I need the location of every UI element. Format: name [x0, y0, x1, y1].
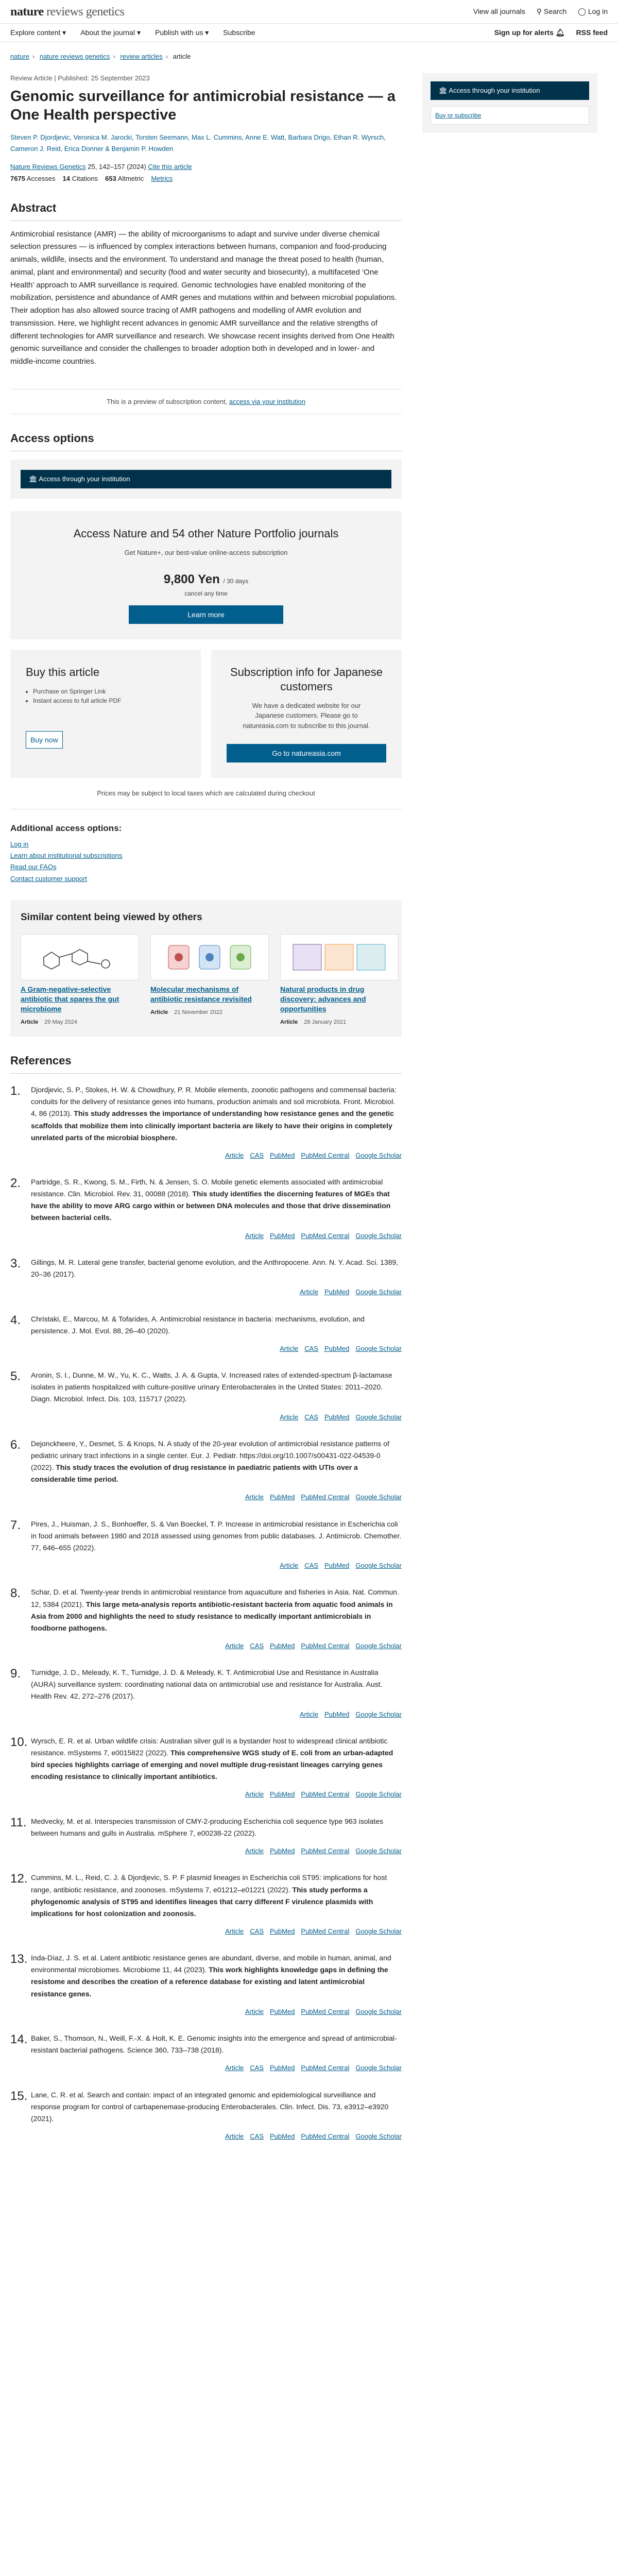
similar-content — [10, 900, 402, 1037]
nav-explore-content[interactable]: Explore content ▾ — [10, 28, 66, 37]
reference-body — [31, 1872, 402, 1937]
reference-link-pubmed-central[interactable]: PubMed Central — [301, 1231, 350, 1240]
reference-item — [10, 1735, 402, 1800]
card-thumbnail — [280, 934, 399, 980]
reference-number: 11. — [10, 1815, 27, 1829]
reference-links — [31, 2006, 402, 2017]
reference-link-pubmed[interactable]: PubMed — [270, 2064, 295, 2072]
reference-item — [10, 1176, 402, 1241]
access-options-heading: Access options — [10, 430, 402, 451]
sidebar-access-institution-button[interactable]: 🏛︎ Access through your institution — [431, 81, 589, 100]
logo-sub: reviews genetics — [46, 5, 125, 19]
reference-link-pubmed[interactable]: PubMed — [324, 1562, 350, 1570]
reference-number: 7. — [10, 1518, 21, 1532]
reference-text: Inda-Díaz, J. S. et al. Latent antibiotic resistance genes are abundant, diverse, and mobile in human, animal, and environmental microbiomes. Microbiome 11, 44 (2023). — [31, 1954, 391, 1974]
similar-cards — [21, 934, 391, 1026]
similar-card-meta — [280, 1018, 399, 1027]
reference-link-pubmed[interactable]: PubMed — [324, 1288, 350, 1296]
reference-body — [31, 1735, 402, 1800]
reference-annotation: This large meta-analysis reports antibiotic-resistant bacteria from aquatic food animals in Asia from 2000 and highlights the need to study resistance to medically important antimicrobials in foodborne pathogens. — [31, 1600, 393, 1632]
reference-link-cas[interactable]: CAS — [250, 2064, 264, 2072]
reference-link-article[interactable]: Article — [225, 1151, 244, 1159]
reference-body — [31, 2089, 402, 2142]
subscription-description: Get Nature+, our best-value online-access subscription — [124, 549, 288, 557]
reference-body — [31, 1438, 402, 1503]
metrics-link[interactable]: Metrics — [151, 175, 173, 183]
reference-link-google-scholar[interactable]: Google Scholar — [355, 1710, 402, 1718]
reference-number: 12. — [10, 1872, 28, 1886]
reference-number: 10. — [10, 1735, 28, 1750]
reference-link-google-scholar[interactable]: Google Scholar — [355, 2007, 402, 2015]
view-all-journals-link[interactable]: View all journals — [473, 7, 525, 15]
reference-link-article[interactable]: Article — [225, 1641, 244, 1650]
institution-icon: 🏛︎ — [29, 475, 39, 483]
molecule-thumbnail-icon — [28, 939, 131, 975]
reference-link-pubmed[interactable]: PubMed — [270, 1641, 295, 1650]
reference-links — [31, 1286, 402, 1297]
reference-text: Pires, J., Huisman, J. S., Bonhoeffer, S. & Van Boeckel, T. P. Increase in antimicrobial resistance in Escherichia coli in food animals between 1980 and 2018 assessed using genomes from public databases. J. Antimicrob. Chemother. 77, 646–655 (2022). — [31, 1519, 402, 1552]
reference-number: 8. — [10, 1586, 21, 1601]
institution-access-box — [10, 460, 402, 499]
journal-citation — [10, 162, 402, 172]
reference-item — [10, 1257, 402, 1298]
reference-link-google-scholar[interactable]: Google Scholar — [355, 1344, 402, 1352]
breadcrumb-journal[interactable]: nature reviews genetics — [39, 53, 110, 60]
learn-more-button[interactable]: Learn more — [129, 605, 283, 624]
reference-link-article[interactable]: Article — [225, 2132, 244, 2140]
reference-item — [10, 2032, 402, 2074]
logo-main: nature — [10, 5, 44, 19]
citation-volume: 25, 142–157 (2024) — [88, 162, 146, 171]
article-title: Genomic surveillance for antimicrobial resistance — a One Health perspective — [10, 88, 396, 124]
card-type: Article — [150, 1009, 168, 1015]
reference-number: 15. — [10, 2089, 28, 2103]
sidebar-access-box — [422, 73, 597, 133]
similar-card[interactable] — [21, 934, 139, 1026]
reference-body — [31, 1952, 402, 2017]
reference-link-cas[interactable]: CAS — [304, 1344, 318, 1352]
reference-item — [10, 2089, 402, 2142]
reference-number: 14. — [10, 2032, 28, 2047]
reference-link-article[interactable]: Article — [280, 1413, 299, 1421]
reference-link-pubmed-central[interactable]: PubMed Central — [301, 1847, 350, 1855]
header-actions — [473, 6, 608, 17]
cite-this-article-link[interactable]: Cite this article — [148, 162, 192, 171]
similar-card-meta — [150, 1008, 269, 1017]
sidebar-buy-subscribe-link[interactable]: Buy or subscribe — [431, 106, 589, 125]
reference-link-pubmed-central[interactable]: PubMed Central — [301, 1790, 350, 1799]
similar-card[interactable] — [150, 934, 269, 1026]
access-institution-link[interactable]: access via your institution — [229, 397, 305, 405]
publish-date: Published: 25 September 2023 — [58, 74, 150, 82]
purchase-boxes — [10, 650, 402, 778]
accesses-metric: 7675 Accesses — [10, 175, 56, 183]
reference-item — [10, 1816, 402, 1857]
preview-text: This is a preview of subscription content, — [107, 397, 229, 405]
japan-subscription-description: We have a dedicated website for our Japanese customers. Please go to natureasia.com to subscribe to this journal. — [243, 701, 370, 730]
reference-link-article[interactable]: Article — [245, 1231, 264, 1240]
reference-number: 4. — [10, 1313, 21, 1327]
reference-annotation: This study traces the evolution of drug resistance in paediatric patients with UTIs over a considerable time period. — [31, 1463, 358, 1484]
reference-link-pubmed[interactable]: PubMed — [270, 1151, 295, 1159]
buy-now-button[interactable]: Buy now — [26, 731, 63, 749]
reference-number: 5. — [10, 1369, 21, 1384]
reference-link-article[interactable]: Article — [225, 2064, 244, 2072]
japan-subscription-box — [211, 650, 402, 778]
reference-link-google-scholar[interactable]: Google Scholar — [355, 1413, 402, 1421]
reference-annotation: This study performs a phylogenomic analysis of ST95 and identifies lineages that carry different F virulence plasmids with implications for host colonization and zoonosis. — [31, 1885, 373, 1918]
reference-link-google-scholar[interactable]: Google Scholar — [355, 1927, 402, 1935]
institutional-subscriptions-link[interactable]: Learn about institutional subscriptions — [10, 852, 123, 860]
reference-link-google-scholar[interactable]: Google Scholar — [355, 2064, 402, 2072]
reference-links — [31, 1230, 402, 1241]
reference-number: 6. — [10, 1437, 21, 1452]
buy-article-box — [10, 650, 201, 778]
reference-link-pubmed[interactable]: PubMed — [270, 2007, 295, 2015]
go-to-natureasia-button[interactable]: Go to natureasia.com — [227, 744, 386, 762]
additional-access-item — [10, 873, 402, 885]
breadcrumb-article: article — [173, 53, 191, 60]
reference-number: 2. — [10, 1176, 21, 1191]
reference-body — [31, 1257, 402, 1298]
reference-links — [31, 1560, 402, 1571]
contact-support-link[interactable]: Contact customer support — [10, 874, 87, 883]
reference-link-google-scholar[interactable]: Google Scholar — [355, 1151, 402, 1159]
reference-link-pubmed[interactable]: PubMed — [270, 1927, 295, 1935]
card-type: Article — [280, 1019, 298, 1025]
reference-item — [10, 1667, 402, 1720]
article-type: Review Article — [10, 74, 53, 82]
reference-list — [10, 1084, 402, 2142]
reference-link-pubmed[interactable]: PubMed — [270, 1493, 295, 1501]
nav-right — [494, 27, 608, 38]
card-date: 28 January 2021 — [304, 1019, 347, 1025]
reference-link-google-scholar[interactable]: Google Scholar — [355, 1493, 402, 1501]
reference-body — [31, 1084, 402, 1161]
reference-link-article[interactable]: Article — [245, 1847, 264, 1855]
log-in-link[interactable]: Log in — [10, 840, 29, 849]
reference-link-pubmed[interactable]: PubMed — [324, 1344, 350, 1352]
reference-link-pubmed-central[interactable]: PubMed Central — [301, 1151, 350, 1159]
card-date: 29 May 2024 — [44, 1019, 77, 1025]
reference-links — [31, 1150, 402, 1161]
buy-feature: • Purchase on Springer Link — [33, 687, 185, 696]
rss-feed-link[interactable]: RSS feed — [576, 28, 608, 37]
reference-item — [10, 1872, 402, 1937]
metrics-line — [10, 174, 402, 184]
reference-text: Cummins, M. L., Reid, C. J. & Djordjevic, S. P. F plasmid lineages in Escherichia coli ST95: implications for host range, antibiotic resistance, and zoonoses. mSystems 7, e01212–e01221 (2022). — [31, 1873, 387, 1894]
breadcrumb-nature[interactable]: nature — [10, 53, 29, 60]
buy-article-features — [26, 687, 185, 705]
nav-about-journal[interactable]: About the journal ▾ — [80, 28, 141, 37]
tax-note: Prices may be subject to local taxes which are calculated during checkout — [10, 788, 402, 809]
reference-body — [31, 1667, 402, 1720]
reference-text: Partridge, S. R., Kwong, S. M., Firth, N. & Jensen, S. O. Mobile genetic elements associated with antimicrobial resistance. Clin. Microbiol. Rev. 31, 00088 (2018). — [31, 1178, 383, 1198]
journal-name-link[interactable]: Nature Reviews Genetics — [10, 162, 86, 171]
reference-text: Medvecky, M. et al. Interspecies transmission of CMY-2-producing Escherichia coli sequence type 963 isolates between humans and gulls in Australia. mSphere 7, e00238-22 (2022). — [31, 1817, 383, 1837]
similar-card-title[interactable]: A Gram-negative-selective antibiotic that spares the gut microbiome — [21, 985, 119, 1013]
similar-card[interactable] — [280, 934, 399, 1026]
institution-icon: 🏛︎ — [439, 86, 449, 94]
subscription-price: 9,800 Yen / 30 days — [163, 572, 249, 586]
access-institution-button[interactable]: 🏛︎ Access through your institution — [21, 470, 391, 488]
journal-logo[interactable] — [10, 3, 124, 21]
reference-link-article[interactable]: Article — [280, 1562, 299, 1570]
reference-link-pubmed[interactable]: PubMed — [270, 2132, 295, 2140]
reference-link-article[interactable]: Article — [245, 2007, 264, 2015]
breadcrumb — [0, 42, 618, 62]
additional-access-item — [10, 861, 402, 873]
reference-links — [31, 2062, 402, 2073]
reference-link-article[interactable]: Article — [299, 1710, 318, 1718]
reference-link-article[interactable]: Article — [225, 1927, 244, 1935]
reference-body — [31, 1369, 402, 1422]
breadcrumb-separator: › — [165, 53, 168, 60]
reference-body — [31, 1176, 402, 1241]
card-thumbnail — [150, 934, 269, 980]
reference-number: 13. — [10, 1952, 28, 1967]
search-icon: ⚲ — [536, 7, 542, 15]
diagram-thumbnail-icon — [158, 939, 261, 975]
reference-annotation: This comprehensive WGS study of E. coli from an urban-adapted bird species highlights carriage of emerging and novel multiple drug-resistant lineages carrying genes encoding resistance to clinically important antibiotics. — [31, 1749, 393, 1781]
reference-item — [10, 1952, 402, 2017]
reference-link-pubmed[interactable]: PubMed — [324, 1710, 350, 1718]
login-button[interactable] — [578, 6, 608, 17]
reference-link-google-scholar[interactable]: Google Scholar — [355, 1288, 402, 1296]
reference-link-cas[interactable]: CAS — [250, 1151, 264, 1159]
references-heading: References — [10, 1052, 402, 1074]
reference-links — [31, 1926, 402, 1937]
main-nav — [0, 24, 618, 42]
reference-link-pubmed[interactable]: PubMed — [270, 1847, 295, 1855]
reference-link-google-scholar[interactable]: Google Scholar — [355, 2132, 402, 2140]
breadcrumb-separator: › — [113, 53, 115, 60]
breadcrumb-review-articles[interactable]: review articles — [120, 53, 163, 60]
additional-access-links — [10, 839, 402, 884]
reference-links — [31, 2131, 402, 2142]
japan-subscription-title: Subscription info for Japanese customers — [230, 665, 383, 693]
similar-content-heading: Similar content being viewed by others — [21, 911, 202, 923]
abstract-heading: Abstract — [10, 199, 402, 221]
reference-links — [31, 1709, 402, 1720]
reference-link-pubmed[interactable]: PubMed — [270, 1790, 295, 1799]
sign-up-alerts-link[interactable] — [494, 27, 565, 38]
reference-link-article[interactable]: Article — [245, 1493, 264, 1501]
nav-subscribe[interactable]: Subscribe — [223, 28, 255, 37]
user-icon: ◯ — [578, 7, 586, 15]
abstract-text: Antimicrobial resistance (AMR) — the ability of microorganisms to adapt and survive under diverse chemical selection pressures — is influenced by complex interactions between humans, companion and food-producing animals, wildlife, insects and the environment. To understand and manage the threat posed to health (human, animal, plant and environmental) and security (food and water security and biosecurity), a multifaceted ‘One Health’ approach to AMR surveillance is required. Genomic technologies have enabled monitoring of the mobilization, persistence and abundance of AMR genes and mutations within and between microbial populations. Their adoption has also allowed source tracing of AMR pathogens and modelling of AMR evolution and transmission. Here, we highlight recent advances in genomic AMR surveillance and the relative strengths of different technologies for AMR surveillance and research. We showcase recent insights derived from One Health genomic surveillance and consider the challenges to broader adoption both in developed and in lower- and middle-income countries. — [10, 229, 397, 366]
article-meta: Review Article | Published: 25 September 2023 — [10, 74, 150, 82]
subscription-box — [10, 511, 402, 639]
reference-links — [31, 1640, 402, 1651]
reference-link-article[interactable]: Article — [299, 1288, 318, 1296]
faqs-link[interactable]: Read our FAQs — [10, 863, 57, 871]
additional-access-item — [10, 850, 402, 861]
reference-link-google-scholar[interactable]: Google Scholar — [355, 1231, 402, 1240]
citations-metric: 14 Citations — [62, 175, 98, 183]
search-button[interactable] — [537, 6, 567, 17]
reference-annotation: This study addresses the importance of understanding how resistance genes and the genetic scaffolds that mobilize them into clinically important bacteria are likely to have their origins in completely unrelated parts of the microbial biosphere. — [31, 1109, 394, 1142]
subscription-title: Access Nature and 54 other Nature Portfolio journals — [73, 527, 339, 540]
preview-note — [10, 389, 402, 415]
reference-text: Aronin, S. I., Dunne, M. W., Yu, K. C., Watts, J. A. & Gupta, V. Increased rates of extended-spectrum β-lactamase isolates in patients hospitalized with culture-positive urinary Enterobacterales in the United States: 2011–2020. Diagn. Microbiol. Infect. Dis. 103, 115717 (2022). — [31, 1371, 392, 1403]
additional-access-heading: Additional access options: — [10, 823, 122, 833]
reference-number: 3. — [10, 1256, 21, 1270]
page-layout — [0, 62, 618, 2158]
reference-text: Turnidge, J. D., Meleady, K. T., Turnidge, J. D. & Meleady, K. T. Antimicrobial Use and Resistance in Australia (AURA) surveillance system: coordinating national data on antimicrobial use and resistance for Australia. Aust. Health Rev. 42, 272–276 (2017). — [31, 1668, 383, 1701]
reference-link-google-scholar[interactable]: Google Scholar — [355, 1562, 402, 1570]
reference-body — [31, 1586, 402, 1651]
reference-link-google-scholar[interactable]: Google Scholar — [355, 1790, 402, 1799]
reference-link-article[interactable]: Article — [280, 1344, 299, 1352]
reference-body — [31, 1313, 402, 1354]
reference-link-google-scholar[interactable]: Google Scholar — [355, 1847, 402, 1855]
reference-link-cas[interactable]: CAS — [250, 1927, 264, 1935]
reference-text: Lane, C. R. et al. Search and contain: impact of an integrated genomic and epidemiological surveillance and response program for control of carbapenemase-producing Enterobacterales. Clin. Infect. Dis. 73, e3912–e3920 (2021). — [31, 2090, 389, 2123]
bell-icon: 🔔︎ — [555, 28, 565, 37]
reference-link-pubmed-central[interactable]: PubMed Central — [301, 2064, 350, 2072]
reference-text: Wyrsch, E. R. et al. Urban wildlife crisis: Australian silver gull is a bystander host to widespread clinical antibiotic resistance. mSystems 7, e0015822 (2022). — [31, 1737, 388, 1757]
breadcrumb-separator: › — [32, 53, 35, 60]
reference-link-pubmed-central[interactable]: PubMed Central — [301, 1493, 350, 1501]
reference-link-google-scholar[interactable]: Google Scholar — [355, 1641, 402, 1650]
reference-number: 1. — [10, 1084, 21, 1098]
reference-link-cas[interactable]: CAS — [304, 1562, 318, 1570]
reference-item — [10, 1084, 402, 1161]
altmetric-metric: 653 Altmetric — [105, 175, 144, 183]
additional-access-item — [10, 839, 402, 850]
reference-text: Schar, D. et al. Twenty-year trends in antimicrobial resistance from aquaculture and fisheries in Asia. Nat. Commun. 12, 5384 (2021). — [31, 1588, 399, 1608]
reference-item — [10, 1438, 402, 1503]
reference-text: Gillings, M. R. Lateral gene transfer, bacterial genome evolution, and the Anthropocene. Ann. N. Y. Acad. Sci. 1389, 20–36 (2017). — [31, 1258, 399, 1279]
reference-link-cas[interactable]: CAS — [250, 1641, 264, 1650]
reference-link-cas[interactable]: CAS — [304, 1413, 318, 1421]
buy-feature: • Instant access to full article PDF — [33, 696, 185, 705]
reference-link-pubmed-central[interactable]: PubMed Central — [301, 2007, 350, 2015]
author-list[interactable]: Steven P. Djordjevic, Veronica M. Jarocki, Torsten Seemann, Max L. Cummins, Anne E. Watt, Barbara Drigo, Ethan R. Wyrsch, Cameron J. Reid, Erica Donner & Benjamin P. Howden — [10, 133, 386, 152]
reference-annotation: This study identifies the discerning features of MGEs that have the ability to move ARG cargo within or between DNA molecules and those that drive dissemination between bacterial cells. — [31, 1190, 391, 1222]
price-note: cancel any time — [184, 589, 228, 597]
reference-link-pubmed[interactable]: PubMed — [324, 1413, 350, 1421]
reference-link-pubmed-central[interactable]: PubMed Central — [301, 1641, 350, 1650]
reference-number: 9. — [10, 1667, 21, 1681]
top-header — [0, 0, 618, 24]
similar-card-title[interactable]: Natural products in drug discovery: advances and opportunities — [280, 985, 366, 1013]
login-label: Log in — [588, 7, 608, 15]
sidebar — [422, 62, 597, 2158]
reference-annotation: This work highlights knowledge gaps in defining the resistome and describes the creation of a reference database for existing and latent antimicrobial resistance genes. — [31, 1965, 388, 1998]
reference-text: Djordjevic, S. P., Stokes, H. W. & Chowdhury, P. R. Mobile elements, zoonotic pathogens and commensal bacteria: conduits for the delivery of resistance genes into humans, production animals and soil microbiota. Front. Microbiol. 4, 86 (2013). — [31, 1086, 397, 1118]
similar-card-title[interactable]: Molecular mechanisms of antibiotic resistance revisited — [150, 985, 252, 1003]
nav-publish[interactable]: Publish with us ▾ — [154, 28, 209, 37]
similar-card-meta — [21, 1018, 139, 1027]
article-main — [10, 62, 402, 2158]
reference-links — [31, 1492, 402, 1502]
reference-link-pubmed-central[interactable]: PubMed Central — [301, 1927, 350, 1935]
reference-links — [31, 1343, 402, 1354]
reference-text: Dejonckheere, Y., Desmet, S. & Knops, N. A study of the 20-year evolution of antimicrobial resistance patterns of pediatric urinary tract infections in a single center. Eur. J. Pediatr. https://doi.org/10.1007/s00431-022-04539-0 (2022). — [31, 1439, 389, 1472]
reference-text: Christaki, E., Marcou, M. & Tofarides, A. Antimicrobial resistance in bacteria: mechanisms, evolution, and persistence. J. Mol. Evol. 88, 26–40 (2020). — [31, 1314, 365, 1335]
reference-links — [31, 1845, 402, 1856]
reference-item — [10, 1586, 402, 1651]
search-label: Search — [543, 7, 567, 15]
reference-link-cas[interactable]: CAS — [250, 2132, 264, 2140]
card-thumbnail — [21, 934, 139, 980]
reference-text: Baker, S., Thomson, N., Weill, F.-X. & Holt, K. E. Genomic insights into the emergence and spread of antimicrobial-resistant bacterial pathogens. Science 360, 733–738 (2018). — [31, 2034, 397, 2055]
buy-article-title: Buy this article — [26, 665, 100, 679]
alerts-label: Sign up for alerts — [494, 28, 554, 37]
reference-body — [31, 1816, 402, 1857]
reference-links — [31, 1789, 402, 1800]
reference-link-pubmed[interactable]: PubMed — [270, 1231, 295, 1240]
reference-body — [31, 2032, 402, 2074]
reference-links — [31, 1412, 402, 1422]
reference-link-pubmed-central[interactable]: PubMed Central — [301, 2132, 350, 2140]
reference-item — [10, 1313, 402, 1354]
card-date: 21 November 2022 — [174, 1009, 222, 1015]
reference-link-article[interactable]: Article — [245, 1790, 264, 1799]
figure-thumbnail-icon — [288, 939, 391, 975]
reference-item — [10, 1369, 402, 1422]
reference-item — [10, 1518, 402, 1571]
card-type: Article — [21, 1019, 39, 1025]
reference-body — [31, 1518, 402, 1571]
